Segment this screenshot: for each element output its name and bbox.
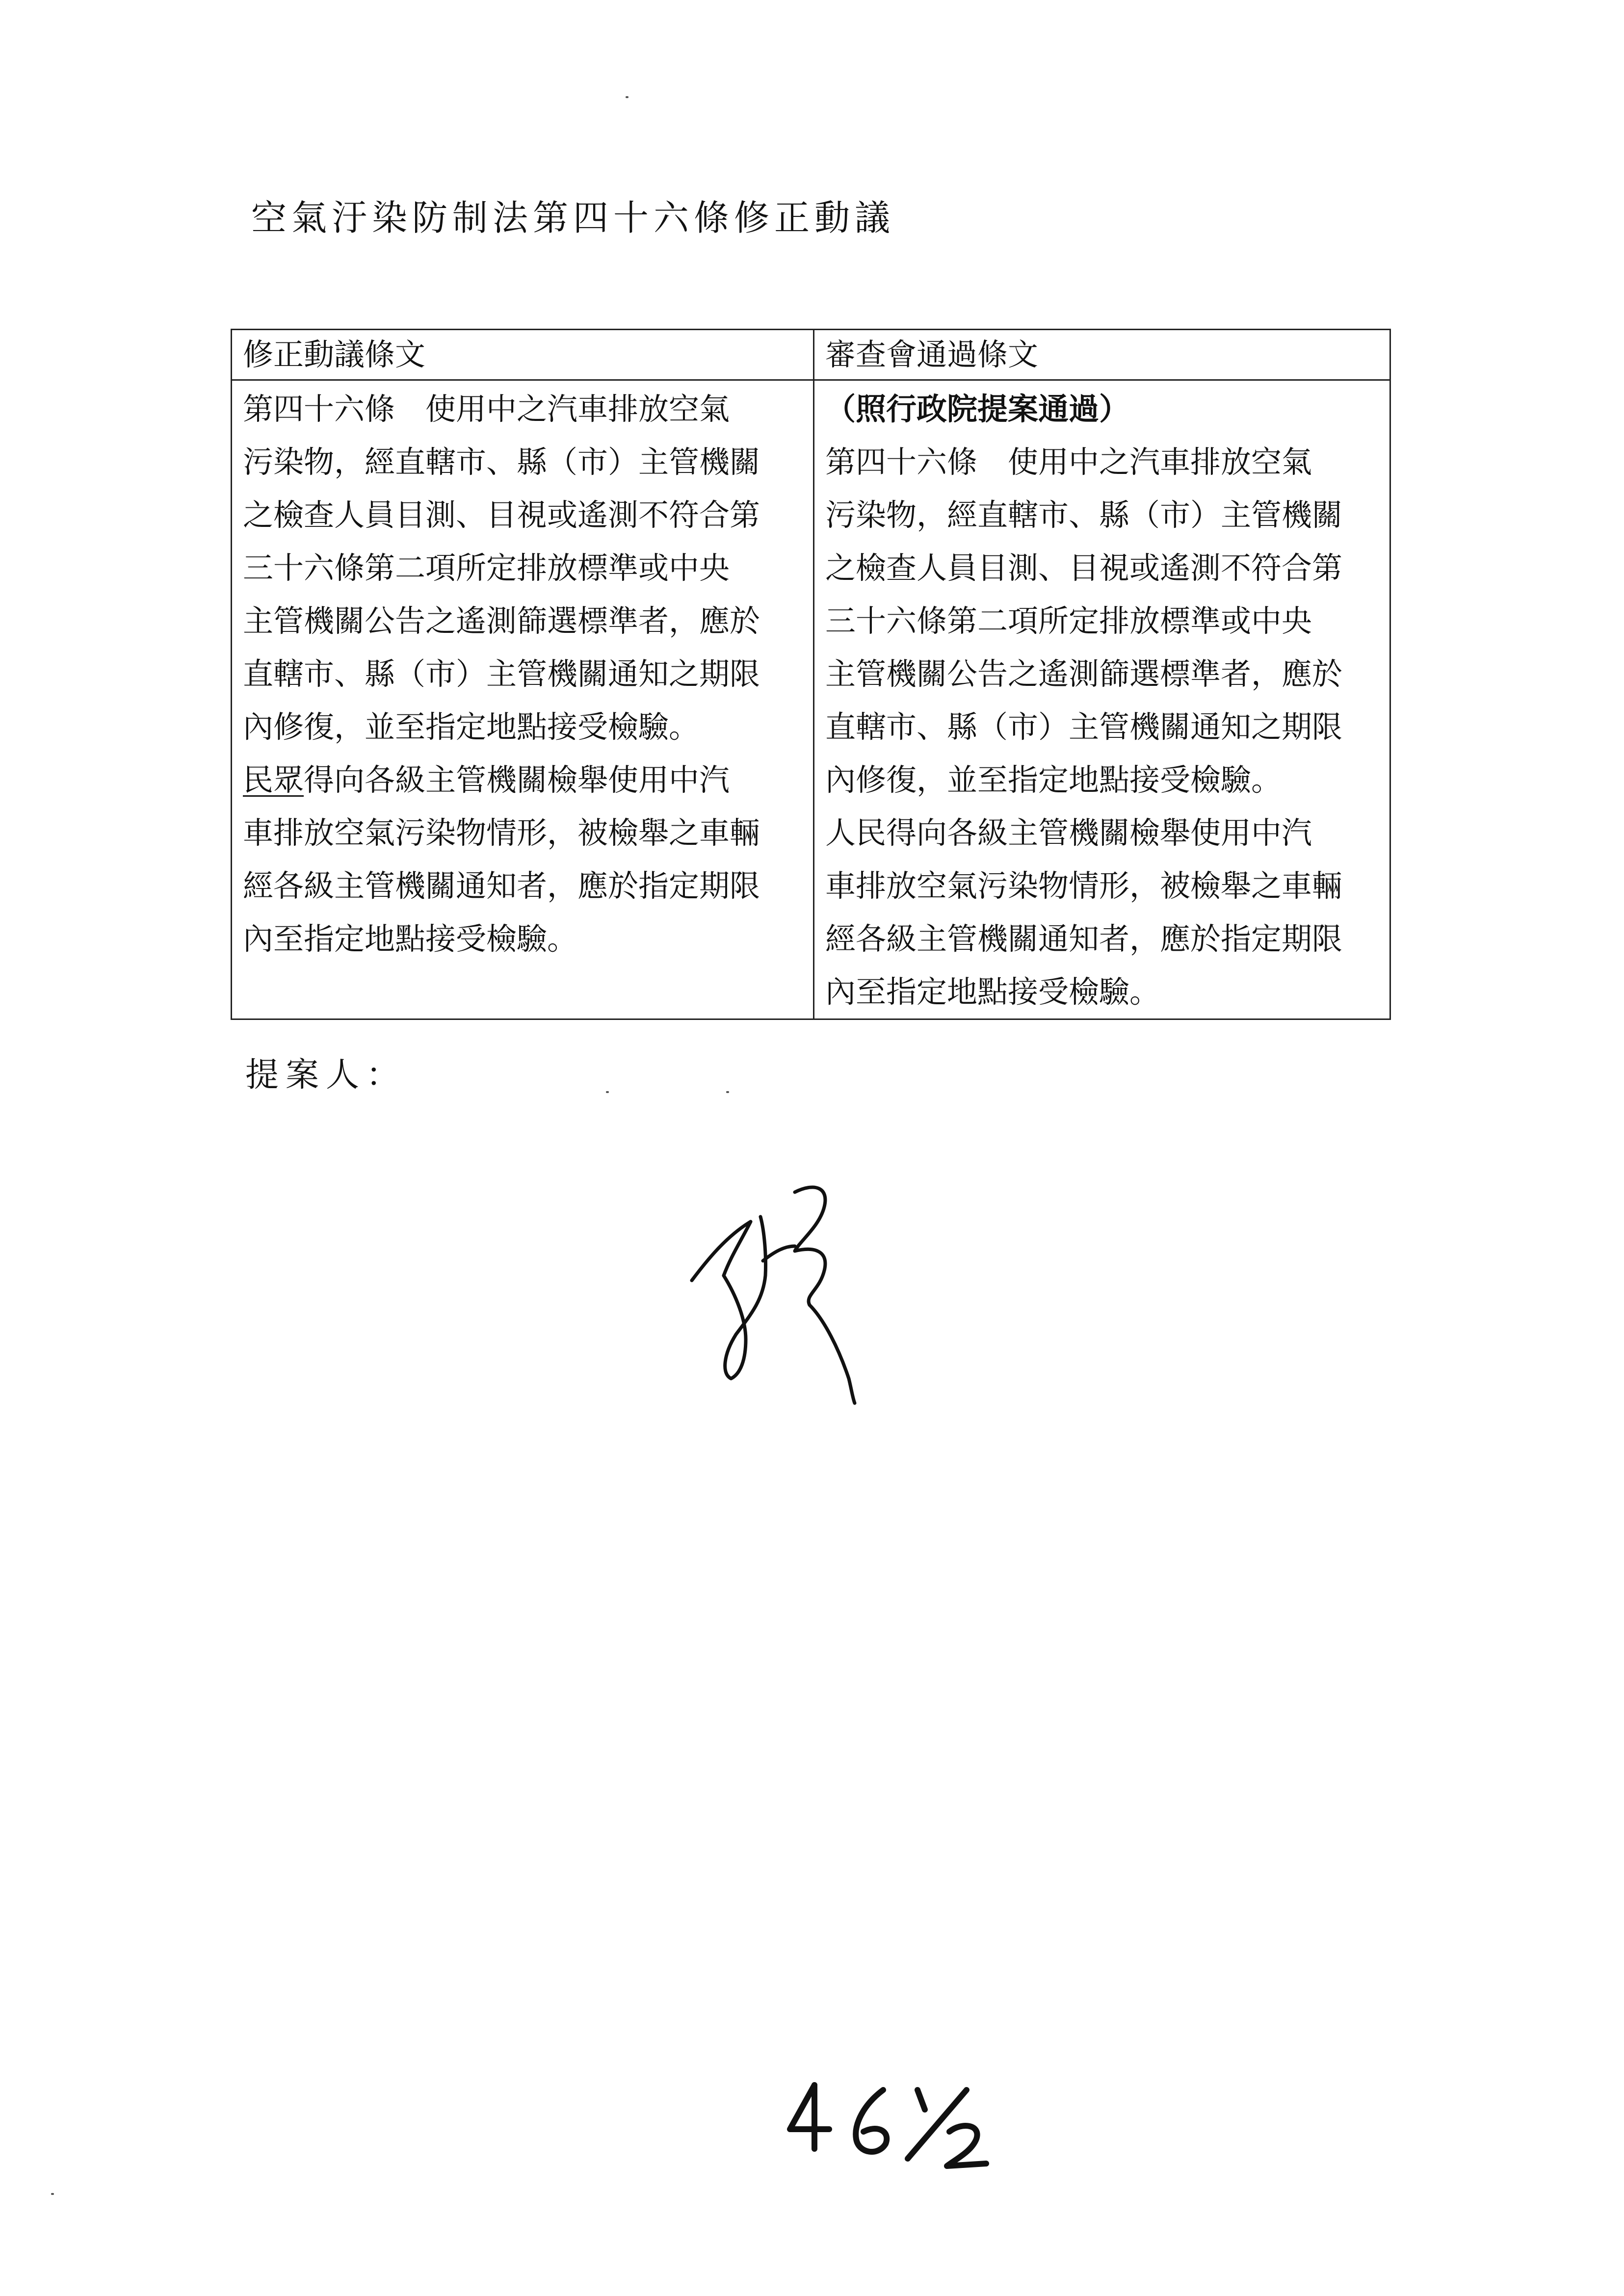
text-line: 人民得向各級主管機關檢舉使用中汽 — [825, 815, 1312, 851]
handwritten-signature — [677, 1173, 971, 1418]
text-line: 污染物，經直轄市、縣（市）主管機關 — [243, 444, 760, 480]
scan-speck — [726, 1091, 729, 1093]
text-line: 污染物，經直轄市、縣（市）主管機關 — [825, 497, 1343, 533]
text-line: 第四十六條 使用中之汽車排放空氣 — [825, 444, 1312, 480]
amendment-table — [231, 329, 1391, 1020]
table-body-row — [232, 380, 1390, 1019]
proposer-label: 提案人： — [245, 1056, 407, 1095]
text-line: 車排放空氣污染物情形，被檢舉之車輛 — [243, 815, 760, 851]
text-fragment: 得向各級主管機關檢舉使用中汽 — [304, 762, 730, 798]
text-line: 車排放空氣污染物情形，被檢舉之車輛 — [825, 868, 1343, 904]
text-line: 經各級主管機關通知者，應於指定期限 — [825, 921, 1343, 957]
scan-speck — [51, 2193, 54, 2195]
text-line: 內修復，並至指定地點接受檢驗。 — [825, 762, 1282, 798]
text-line: 三十六條第二項所定排放標準或中央 — [243, 550, 730, 586]
text-line: 主管機關公告之遙測篩選標準者，應於 — [243, 603, 760, 639]
text-line: 主管機關公告之遙測篩選標準者，應於 — [825, 656, 1343, 692]
header-committee-text: 審查會通過條文 — [814, 330, 1390, 380]
text-line: 內至指定地點接受檢驗。 — [243, 921, 578, 957]
header-proposed-text: 修正動議條文 — [232, 330, 814, 380]
text-line: 直轄市、縣（市）主管機關通知之期限 — [243, 656, 760, 692]
text-line: 內修復，並至指定地點接受檢驗。 — [243, 709, 700, 745]
document-title: 空氣汙染防制法第四十六條修正動議 — [251, 197, 895, 238]
scan-speck — [606, 1091, 609, 1093]
committee-article-cell — [814, 380, 1390, 1019]
table-header-row — [232, 330, 1390, 380]
text-line: 直轄市、縣（市）主管機關通知之期限 — [825, 709, 1343, 745]
text-line: 之檢查人員目測、目視或遙測不符合第 — [825, 550, 1343, 586]
text-line: 內至指定地點接受檢驗。 — [825, 974, 1160, 1010]
proposed-article-cell — [232, 380, 814, 1019]
text-line: 經各級主管機關通知者，應於指定期限 — [243, 868, 760, 904]
scan-speck — [626, 96, 629, 98]
text-line: 第四十六條 使用中之汽車排放空氣 — [243, 391, 730, 427]
committee-note: （照行政院提案通過） — [825, 391, 1130, 427]
handwritten-page-number — [780, 2075, 1006, 2173]
text-line-amended — [243, 754, 802, 807]
text-line: 之檢查人員目測、目視或遙測不符合第 — [243, 497, 760, 533]
text-line: 三十六條第二項所定排放標準或中央 — [825, 603, 1312, 639]
amended-word: 民眾 — [243, 762, 304, 798]
